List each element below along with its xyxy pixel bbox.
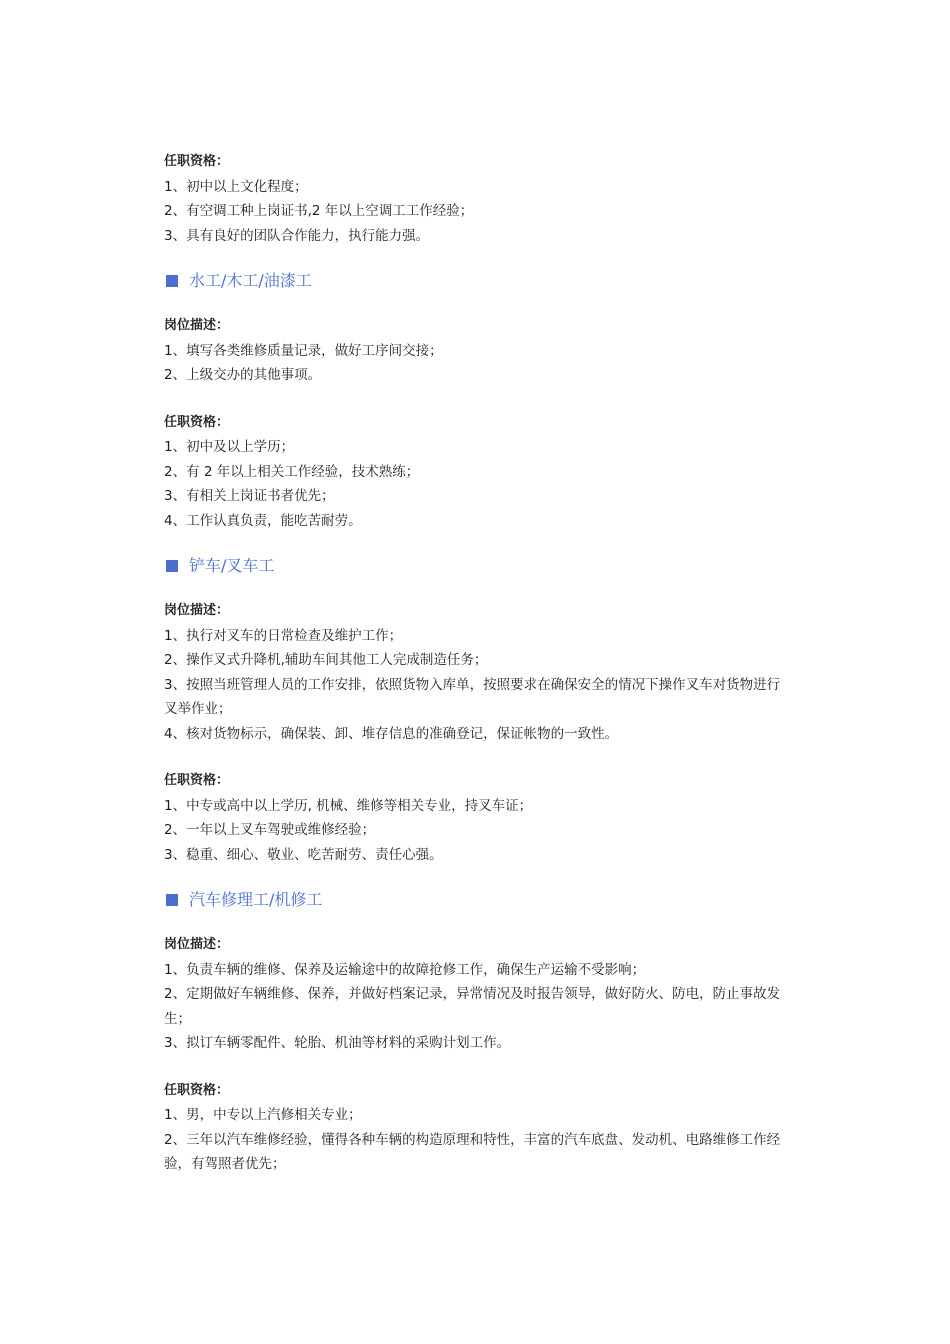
description-heading: 岗位描述：: [164, 318, 230, 333]
list-item: 2、有空调工种上岗证书,2 年以上空调工工作经验；: [164, 203, 474, 219]
description-block: [164, 599, 784, 746]
section-title: [164, 269, 784, 293]
spacer: [164, 388, 784, 411]
square-bullet-icon: [166, 894, 178, 906]
list-item: 2、上级交办的其他事项。: [164, 367, 322, 383]
list-item: 1、负责车辆的维修、保养及运输途中的故障抢修工作，确保生产运输不受影响；: [164, 961, 646, 978]
list-item: 2、操作叉式升降机,辅助车间其他工人完成制造任务；: [164, 652, 488, 668]
list-item: 1、初中及以上学历；: [164, 439, 295, 455]
square-bullet-icon: [166, 275, 178, 287]
section-title-text: 汽车修理工/机修工: [189, 890, 323, 909]
list-item: 2、一年以上叉车驾驶或维修经验；: [164, 822, 376, 838]
section-title: [164, 888, 784, 912]
list-item: 3、按照当班管理人员的工作安排，依照货物入库单，按照要求在确保安全的情况下操作叉车对货物进行叉举作业；: [164, 676, 781, 717]
list-item: 3、具有良好的团队合作能力，执行能力强。: [164, 227, 430, 244]
qualifications-heading: 任职资格：: [164, 1082, 230, 1098]
qualifications-block: [164, 769, 784, 867]
list-item: 1、中专或高中以上学历, 机械、维修等相关专业，持叉车证；: [164, 797, 533, 814]
list-item: 4、工作认真负责，能吃苦耐劳。: [164, 512, 362, 529]
list-item: 1、男，中专以上汽修相关专业；: [164, 1107, 362, 1123]
qualifications-block: [164, 150, 784, 248]
spacer: [164, 746, 784, 769]
spacer: [164, 1056, 784, 1079]
document-body: [164, 150, 784, 1177]
description-block: [164, 314, 784, 388]
list-item: 3、稳重、细心、敬业、吃苦耐劳、责任心强。: [164, 846, 443, 863]
list-item: 1、填写各类维修质量记录，做好工序间交接；: [164, 342, 443, 359]
list-item: 1、初中以上文化程度；: [164, 178, 308, 195]
list-item: 2、有 2 年以上相关工作经验，技术熟练；: [164, 463, 420, 480]
qualifications-heading: 任职资格：: [164, 154, 230, 169]
square-bullet-icon: [166, 560, 178, 572]
description-heading: 岗位描述：: [164, 937, 230, 952]
qualifications-heading: 任职资格：: [164, 414, 230, 430]
section-title-text: 铲车/叉车工: [189, 556, 275, 575]
section-title-text: 水工/木工/油漆工: [189, 271, 312, 290]
section-title: [164, 554, 784, 578]
list-item: 2、三年以汽车维修经验，懂得各种车辆的构造原理和特性，丰富的汽车底盘、发动机、电路维修工作经验，有驾照者优先；: [164, 1131, 781, 1172]
qualifications-block: [164, 411, 784, 534]
qualifications-heading: 任职资格：: [164, 773, 230, 788]
list-item: 3、拟订车辆零配件、轮胎、机油等材料的采购计划工作。: [164, 1035, 511, 1051]
description-block: [164, 933, 784, 1056]
list-item: 3、有相关上岗证书者优先；: [164, 488, 335, 504]
description-heading: 岗位描述：: [164, 603, 230, 618]
qualifications-block: [164, 1079, 784, 1177]
list-item: 1、执行对叉车的日常检查及维护工作；: [164, 627, 403, 644]
list-item: 4、核对货物标示，确保装、卸、堆存信息的准确登记，保证帐物的一致性。: [164, 725, 619, 742]
list-item: 2、定期做好车辆维修、保养，并做好档案记录，异常情况及时报告领导，做好防火、防电，防止事故发生；: [164, 986, 781, 1027]
